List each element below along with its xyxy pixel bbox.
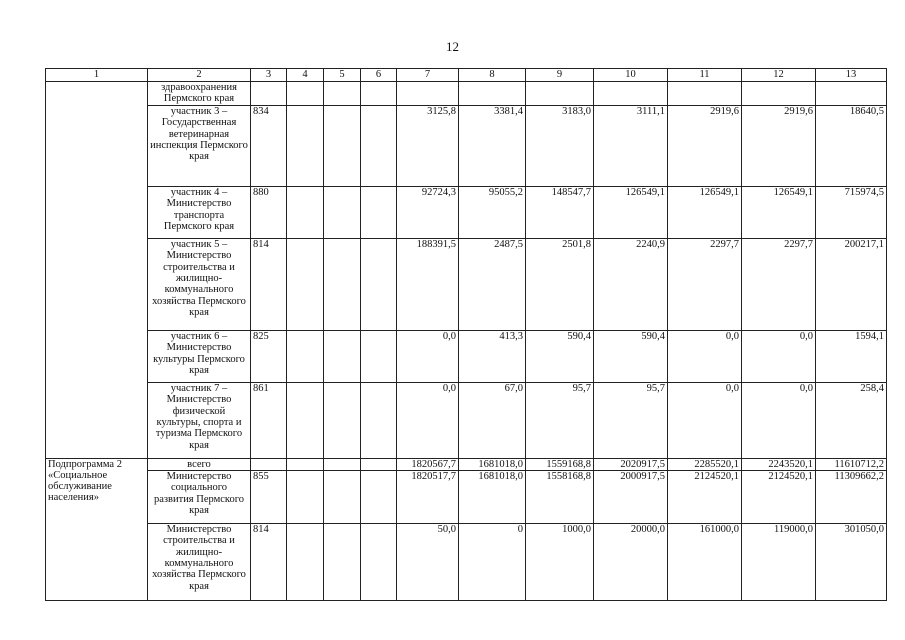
empty-cell — [287, 470, 324, 523]
value-cell: 1558168,8 — [526, 470, 594, 523]
value-cell: 2285520,1 — [668, 458, 742, 470]
value-cell: 2020917,5 — [594, 458, 668, 470]
empty-cell — [287, 330, 324, 382]
code-cell — [251, 82, 287, 106]
value-cell: 95,7 — [526, 382, 594, 458]
participant-cell: Министерство социального развития Пермского края — [148, 470, 251, 523]
header-cell: 7 — [397, 69, 459, 82]
value-cell: 0,0 — [397, 330, 459, 382]
empty-cell — [324, 470, 361, 523]
value-cell: 2297,7 — [668, 238, 742, 330]
header-row — [46, 69, 887, 82]
empty-cell — [287, 523, 324, 600]
value-cell: 1681018,0 — [459, 458, 526, 470]
empty-cell — [324, 330, 361, 382]
code-cell: 814 — [251, 238, 287, 330]
participant-cell: участник 6 – Министерство культуры Пермского края — [148, 330, 251, 382]
value-cell: 2240,9 — [594, 238, 668, 330]
empty-cell — [361, 382, 397, 458]
code-cell: 861 — [251, 382, 287, 458]
code-cell — [251, 458, 287, 470]
value-cell: 2243520,1 — [742, 458, 816, 470]
value-cell: 3183,0 — [526, 105, 594, 186]
value-cell: 2501,8 — [526, 238, 594, 330]
value-cell: 301050,0 — [816, 523, 887, 600]
code-cell: 880 — [251, 186, 287, 238]
code-cell: 825 — [251, 330, 287, 382]
empty-cell — [361, 186, 397, 238]
page-number: 12 — [446, 39, 459, 54]
program-cell — [46, 82, 148, 459]
value-cell: 0,0 — [668, 330, 742, 382]
code-cell: 834 — [251, 105, 287, 186]
value-cell: 1820517,7 — [397, 470, 459, 523]
value-cell: 50,0 — [397, 523, 459, 600]
table-row — [46, 523, 887, 600]
value-cell: 119000,0 — [742, 523, 816, 600]
empty-cell — [361, 330, 397, 382]
value-cell: 1000,0 — [526, 523, 594, 600]
empty-cell — [324, 523, 361, 600]
value-cell: 2124520,1 — [668, 470, 742, 523]
value-cell: 590,4 — [594, 330, 668, 382]
value-cell: 0 — [459, 523, 526, 600]
value-cell: 2919,6 — [668, 105, 742, 186]
value-cell: 2297,7 — [742, 238, 816, 330]
value-cell: 11309662,2 — [816, 470, 887, 523]
empty-cell — [361, 105, 397, 186]
value-cell: 258,4 — [816, 382, 887, 458]
value-cell: 126549,1 — [594, 186, 668, 238]
empty-cell — [287, 458, 324, 470]
empty-cell — [361, 458, 397, 470]
empty-cell — [324, 458, 361, 470]
value-cell — [668, 82, 742, 106]
participant-cell: здравоохранения Пермского края — [148, 82, 251, 106]
table-row — [46, 330, 887, 382]
empty-cell — [324, 105, 361, 186]
empty-cell — [324, 82, 361, 106]
participant-cell: участник 3 – Государственная ветеринарная инспекция Пермского края — [148, 105, 251, 186]
participant-cell: участник 7 – Министерство физической культуры, спорта и туризма Пермского края — [148, 382, 251, 458]
value-cell: 0,0 — [742, 330, 816, 382]
value-cell: 20000,0 — [594, 523, 668, 600]
table-row — [46, 382, 887, 458]
table-row — [46, 238, 887, 330]
empty-cell — [361, 523, 397, 600]
header-cell: 6 — [361, 69, 397, 82]
empty-cell — [287, 105, 324, 186]
value-cell: 2124520,1 — [742, 470, 816, 523]
header-cell: 5 — [324, 69, 361, 82]
value-cell: 3381,4 — [459, 105, 526, 186]
value-cell: 1594,1 — [816, 330, 887, 382]
table-row-total — [46, 458, 887, 470]
value-cell: 188391,5 — [397, 238, 459, 330]
header-cell: 4 — [287, 69, 324, 82]
value-cell — [459, 82, 526, 106]
header-cell: 12 — [742, 69, 816, 82]
budget-table — [45, 68, 887, 601]
subprogram-cell: Подпрограмма 2 «Социальное обслуживание населения» — [46, 458, 148, 600]
value-cell: 0,0 — [668, 382, 742, 458]
empty-cell — [287, 382, 324, 458]
header-cell: 3 — [251, 69, 287, 82]
table-row — [46, 470, 887, 523]
value-cell — [816, 82, 887, 106]
value-cell: 0,0 — [397, 382, 459, 458]
table-row — [46, 105, 887, 186]
value-cell: 2487,5 — [459, 238, 526, 330]
value-cell: 148547,7 — [526, 186, 594, 238]
empty-cell — [324, 382, 361, 458]
value-cell — [397, 82, 459, 106]
value-cell: 126549,1 — [742, 186, 816, 238]
header-cell: 8 — [459, 69, 526, 82]
value-cell: 3125,8 — [397, 105, 459, 186]
value-cell: 2000917,5 — [594, 470, 668, 523]
value-cell: 1681018,0 — [459, 470, 526, 523]
value-cell: 413,3 — [459, 330, 526, 382]
empty-cell — [324, 238, 361, 330]
value-cell: 95,7 — [594, 382, 668, 458]
value-cell — [526, 82, 594, 106]
empty-cell — [287, 82, 324, 106]
value-cell: 18640,5 — [816, 105, 887, 186]
empty-cell — [361, 238, 397, 330]
header-cell: 11 — [668, 69, 742, 82]
value-cell: 126549,1 — [668, 186, 742, 238]
value-cell: 1559168,8 — [526, 458, 594, 470]
value-cell: 1820567,7 — [397, 458, 459, 470]
value-cell: 92724,3 — [397, 186, 459, 238]
header-cell: 10 — [594, 69, 668, 82]
value-cell: 161000,0 — [668, 523, 742, 600]
empty-cell — [361, 82, 397, 106]
value-cell — [742, 82, 816, 106]
header-cell: 9 — [526, 69, 594, 82]
participant-cell: всего — [148, 458, 251, 470]
table-row — [46, 186, 887, 238]
table-row — [46, 82, 887, 106]
header-cell: 1 — [46, 69, 148, 82]
code-cell: 814 — [251, 523, 287, 600]
participant-cell: участник 4 – Министерство транспорта Пермского края — [148, 186, 251, 238]
value-cell: 67,0 — [459, 382, 526, 458]
value-cell: 590,4 — [526, 330, 594, 382]
participant-cell: участник 5 – Министерство строительства и жилищно-коммунального хозяйства Пермского края — [148, 238, 251, 330]
code-cell: 855 — [251, 470, 287, 523]
value-cell: 11610712,2 — [816, 458, 887, 470]
empty-cell — [287, 186, 324, 238]
value-cell: 95055,2 — [459, 186, 526, 238]
value-cell: 0,0 — [742, 382, 816, 458]
value-cell: 715974,5 — [816, 186, 887, 238]
value-cell: 3111,1 — [594, 105, 668, 186]
value-cell — [594, 82, 668, 106]
header-cell: 13 — [816, 69, 887, 82]
empty-cell — [287, 238, 324, 330]
header-cell: 2 — [148, 69, 251, 82]
value-cell: 200217,1 — [816, 238, 887, 330]
empty-cell — [324, 186, 361, 238]
participant-cell: Министерство строительства и жилищно-коммунального хозяйства Пермского края — [148, 523, 251, 600]
value-cell: 2919,6 — [742, 105, 816, 186]
empty-cell — [361, 470, 397, 523]
